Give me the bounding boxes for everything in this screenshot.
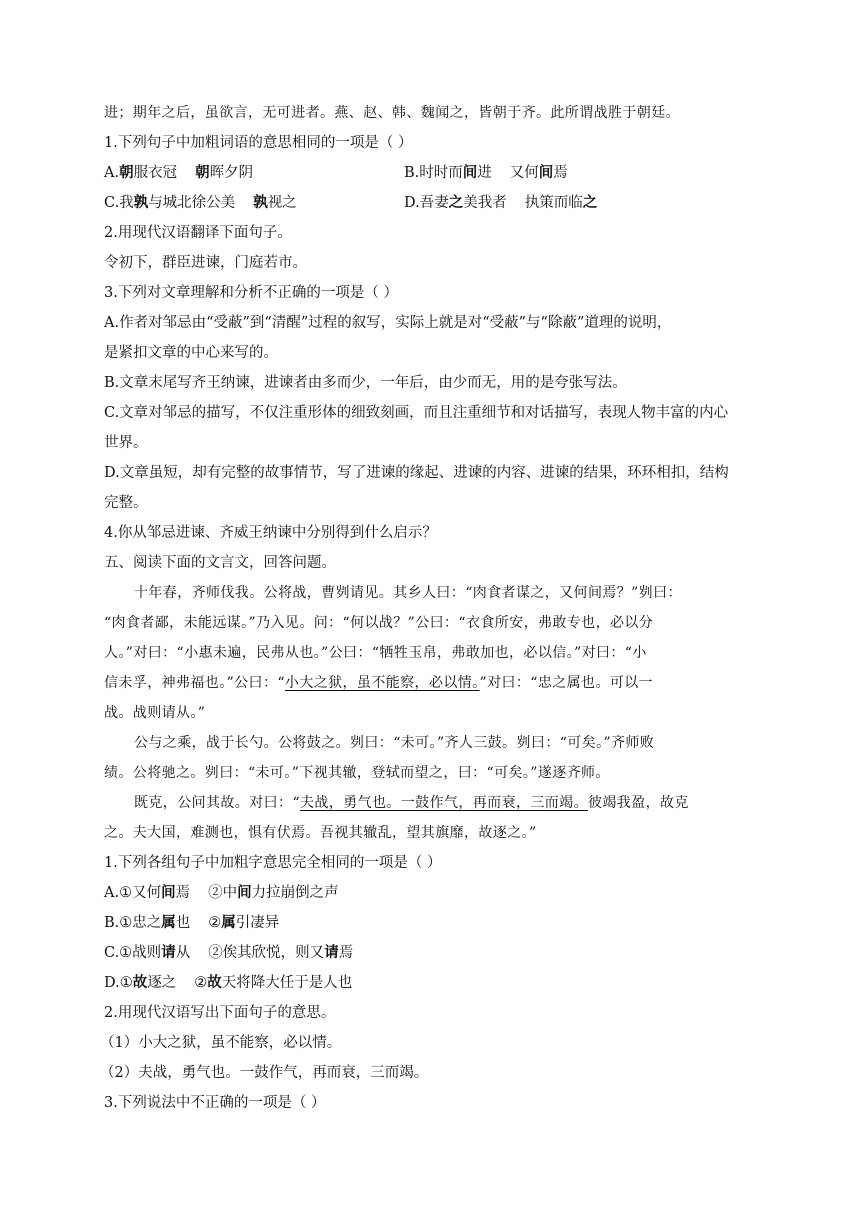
- question-5-2-sentence-2: （2）夫战，勇气也。一鼓作气，再而衰，三而竭。: [100, 1065, 429, 1081]
- question-4-2-sentence: 令初下，群臣进谏，门庭若市。: [104, 255, 307, 271]
- option-4-3-a-line2: 是紧扣文章的中心来写的。: [104, 345, 278, 361]
- option-5-1-a: A.①又何间焉 ②中间力拉崩倒之声: [104, 884, 339, 901]
- option-4-1-d: D.吾妻之美我者 执策而临之: [404, 194, 598, 211]
- option-4-3-c-line1: C.文章对邹忌的描写，不仅注重形体的细致刻画，而且注重细节和对话描写，表现人物丰富的内心: [104, 405, 729, 421]
- option-4-1-c: C.我孰与城北徐公美 孰视之: [104, 194, 297, 211]
- option-4-3-b: B.文章末尾写齐王纳谏，进谏者由多而少，一年后，由少而无，用的是夸张写法。: [104, 375, 627, 391]
- passage-line: 既克，公问其故。对曰：“夫战，勇气也。一鼓作气，再而衰，三而竭。彼竭我盈，故克: [134, 795, 689, 811]
- option-4-3-d-line2: 完整。: [104, 495, 148, 511]
- option-4-3-d-line1: D.文章虽短，却有完整的故事情节，写了进谏的缘起、进谏的内容、进谏的结果，环环相扣，结构: [104, 465, 729, 481]
- passage-line: “肉食者鄙，未能远谋。”乃入见。问：“何以战？”公曰：“衣食所安，弗敢专也，必以分: [104, 615, 654, 631]
- option-5-1-d: D.①故逐之 ②故天将降大任于是人也: [104, 974, 353, 991]
- option-5-1-b: B.①忠之属也 ②属引凄异: [104, 914, 280, 931]
- question-5-3-stem: 3.下列说法中不正确的一项是（ ）: [104, 1095, 326, 1111]
- question-4-4-stem: 4.你从邹忌进谏、齐威王纳谏中分别得到什么启示？: [104, 525, 437, 541]
- question-5-2-sentence-1: （1）小大之狱，虽不能察，必以情。: [100, 1035, 342, 1051]
- passage-line: 战。战则请从。”: [104, 705, 206, 721]
- passage-line: 信未孚，神弗福也。”公曰：“小大之狱，虽不能察，必以情。”对曰：“忠之属也。可以一: [104, 675, 654, 691]
- option-4-3-a-line1: A.作者对邹忌由“受蔽”到“清醒”过程的叙写，实际上就是对“受蔽”与“除蔽”道理的说明，: [104, 315, 672, 331]
- question-5-2-stem: 2.用现代汉语写出下面句子的意思。: [104, 1005, 336, 1021]
- question-4-3-stem: 3.下列对文章理解和分析不正确的一项是（ ）: [104, 285, 398, 301]
- question-4-2-stem: 2.用现代汉语翻译下面句子。: [104, 225, 292, 241]
- question-4-1-stem: 1.下列句子中加粗词语的意思相同的一项是（ ）: [104, 135, 413, 151]
- section-5-heading: 五、阅读下面的文言文，回答问题。: [104, 555, 336, 571]
- option-5-1-c: C.①战则请从 ②俟其欣悦，则又请焉: [104, 944, 354, 961]
- passage-line: 公与之乘，战于长勺。公将鼓之。刿曰：“未可。”齐人三鼓。刿曰：“可矣。”齐师败: [134, 735, 655, 751]
- passage-line: 之。夫大国，难测也，惧有伏焉。吾视其辙乱，望其旗靡，故逐之。”: [104, 825, 537, 841]
- passage-line: 绩。公将驰之。刿曰：“未可。”下视其辙，登轼而望之，曰：“可矣。”遂逐齐师。: [104, 765, 610, 781]
- option-4-3-c-line2: 世界。: [104, 435, 148, 451]
- underlined-sentence: 夫战，勇气也。一鼓作气，再而衰，三而竭。: [299, 795, 588, 811]
- passage-line: 人。”对曰：“小惠未遍，民弗从也。”公曰：“牺牲玉帛，弗敢加也，必以信。”对曰：“小: [104, 645, 647, 661]
- question-5-1-stem: 1.下列各组句子中加粗字意思完全相同的一项是（ ）: [104, 855, 442, 871]
- underlined-sentence: 小大之狱，虽不能察，必以情。: [284, 675, 480, 691]
- option-4-1-b: B.时时而间进 又何间焉: [404, 164, 568, 181]
- option-4-1-a: A.朝服衣冠 朝晖夕阴: [104, 164, 254, 181]
- passage-line: 十年春，齐师伐我。公将战，曹刿请见。其乡人曰：“肉食者谋之，又何间焉？”刿曰：: [134, 585, 682, 601]
- passage-continuation: 进；期年之后，虽欲言，无可进者。燕、赵、韩、魏闻之，皆朝于齐。此所谓战胜于朝廷。: [104, 105, 680, 121]
